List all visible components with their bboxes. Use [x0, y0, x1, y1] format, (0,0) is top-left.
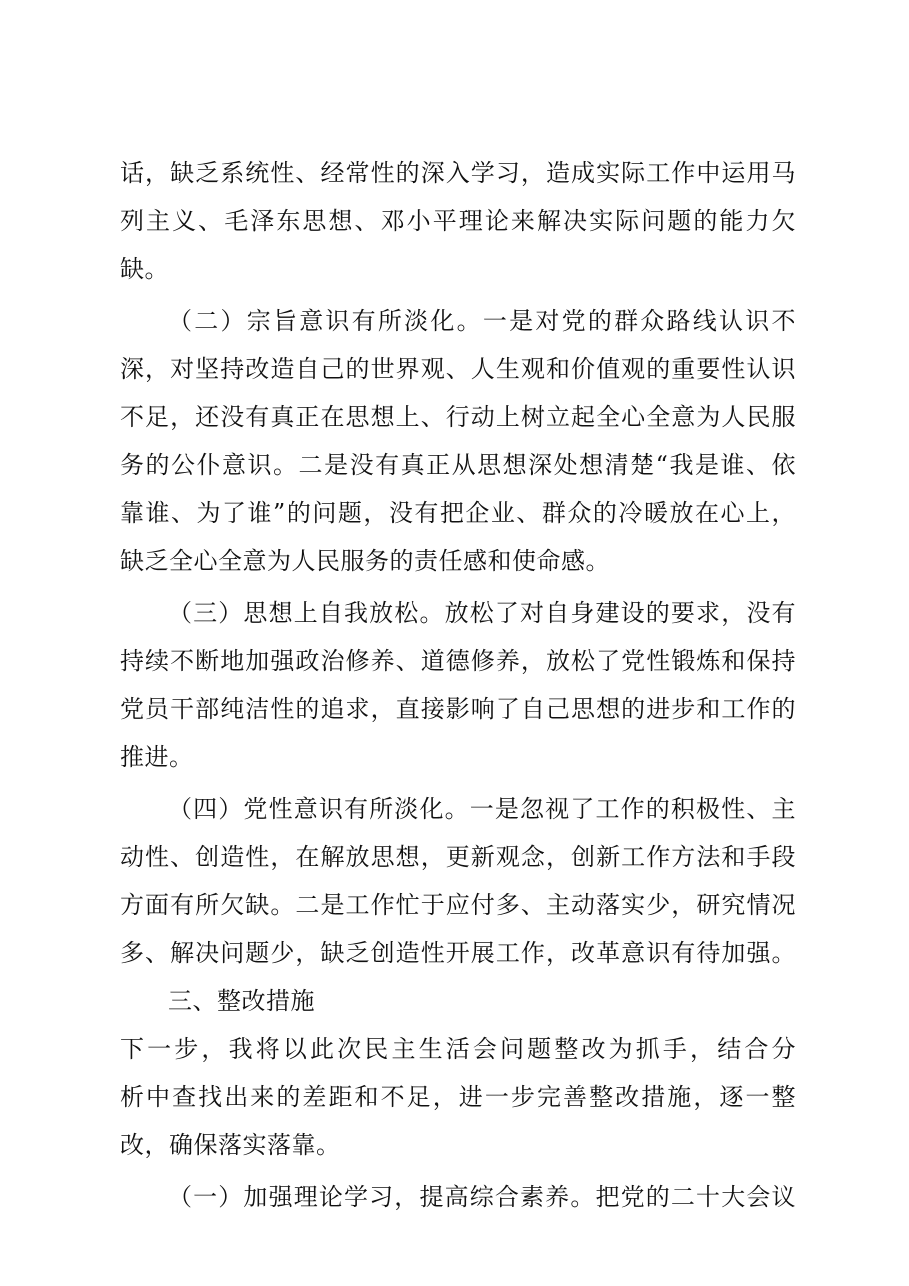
paragraph-next-step	[120, 1025, 796, 1169]
text-line: 靠谁、为了谁”的问题，没有把企业、群众的冷暖放在心上，	[120, 499, 796, 527]
document-body	[120, 149, 796, 1221]
paragraph-self-relaxation	[120, 589, 796, 781]
text-line: 缺。	[120, 255, 169, 283]
paragraph-strengthen-theory	[120, 1173, 796, 1221]
text-line: 析中查找出来的差距和不足，进一步完善整改措施，逐一整	[120, 1083, 796, 1111]
text-line: 务的公仆意识。二是没有真正从思想深处想清楚“我是谁、依	[120, 451, 796, 479]
text-line: （四）党性意识有所淡化。一是忽视了工作的积极性、主	[168, 795, 796, 823]
text-line: 方面有所欠缺。二是工作忙于应付多、主动落实少，研究情况	[120, 891, 796, 919]
paragraph-purpose-awareness	[120, 297, 796, 585]
text-line: （三）思想上自我放松。放松了对自身建设的要求，没有	[168, 599, 796, 627]
text-line: 列主义、毛泽东思想、邓小平理论来解决实际问题的能力欠	[120, 207, 796, 235]
text-line: （二）宗旨意识有所淡化。一是对党的群众路线认识不	[168, 307, 796, 335]
text-line: 多、解决问题少，缺乏创造性开展工作，改革意识有待加强。	[120, 939, 796, 967]
text-line: 下一步，我将以此次民主生活会问题整改为抓手，结合分	[120, 1035, 796, 1063]
paragraph-study-continued	[120, 149, 796, 293]
text-line: 持续不断地加强政治修养、道德修养，放松了党性锻炼和保持	[120, 647, 796, 675]
text-line: （一）加强理论学习，提高综合素养。把党的二十大会议	[168, 1183, 796, 1211]
paragraph-party-spirit	[120, 785, 796, 977]
section-heading-rectification	[120, 977, 796, 1025]
section-heading: 三、整改措施	[168, 987, 315, 1015]
text-line: 缺乏全心全意为人民服务的责任感和使命感。	[120, 547, 610, 575]
text-line: 话，缺乏系统性、经常性的深入学习，造成实际工作中运用马	[120, 159, 796, 187]
text-line: 推进。	[120, 743, 194, 771]
text-line: 深，对坚持改造自己的世界观、人生观和价值观的重要性认识	[120, 355, 796, 383]
text-line: 党员干部纯洁性的追求，直接影响了自己思想的进步和工作的	[120, 695, 796, 723]
text-line: 不足，还没有真正在思想上、行动上树立起全心全意为人民服	[120, 403, 796, 431]
text-line: 动性、创造性，在解放思想，更新观念，创新工作方法和手段	[120, 843, 796, 871]
text-line: 改，确保落实落靠。	[120, 1131, 341, 1159]
